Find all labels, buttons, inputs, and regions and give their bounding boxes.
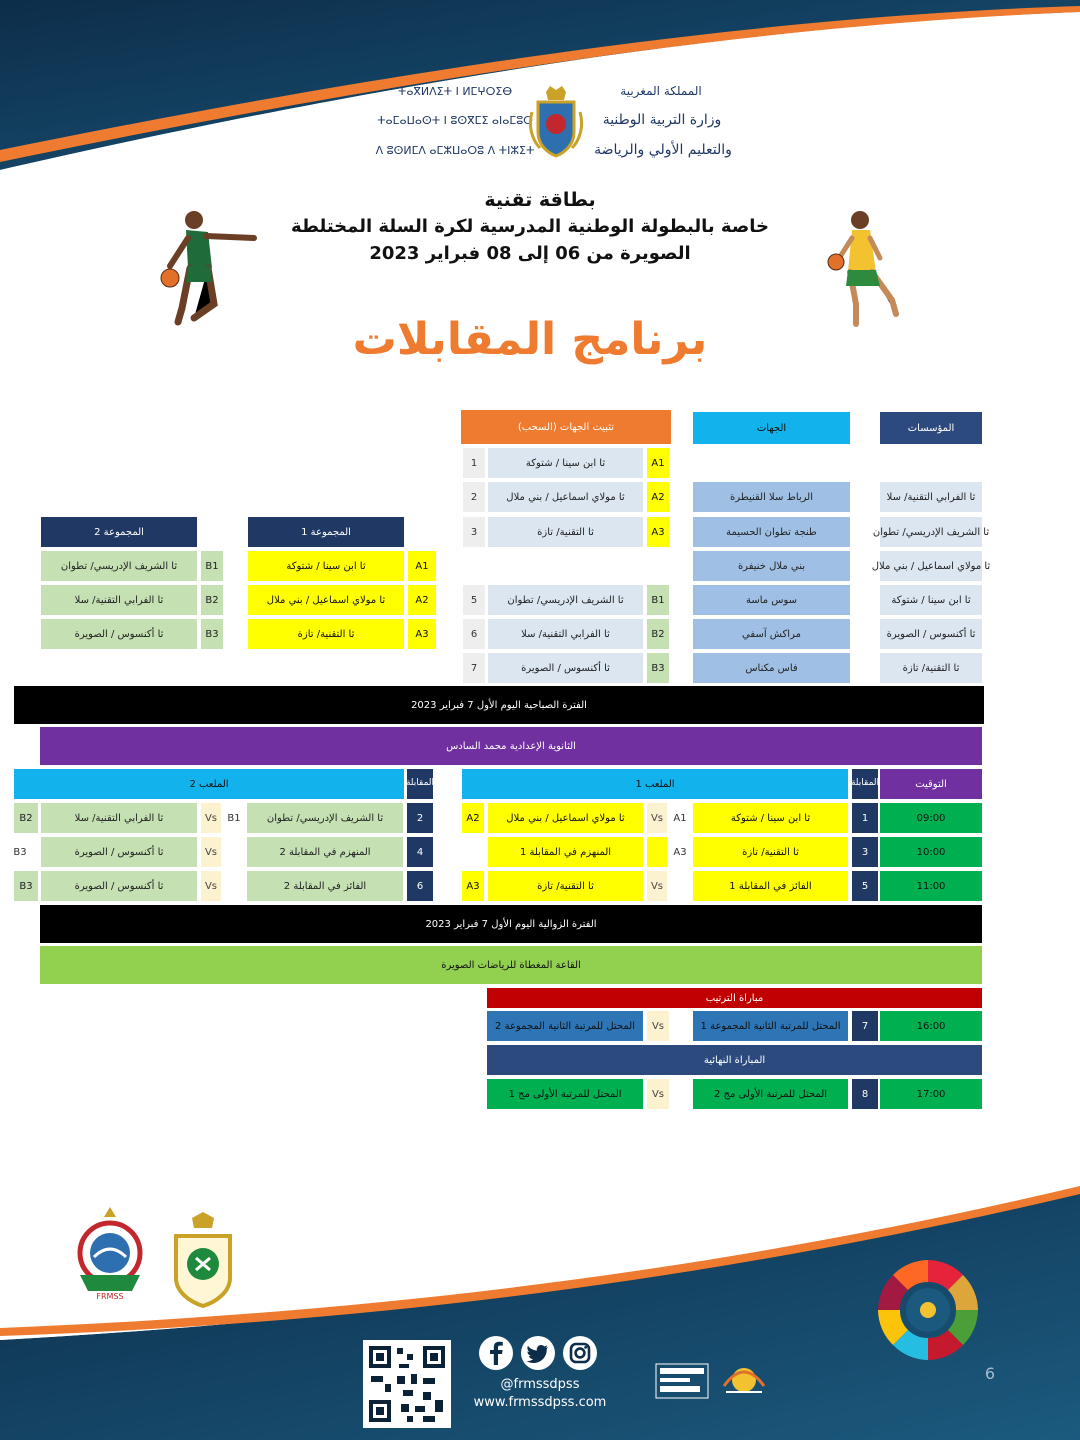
dates-title: الصويرة من 06 إلى 08 فبراير 2023 — [369, 243, 691, 265]
ministry-name-2: والتعليم الأولي والرياضة — [594, 142, 732, 159]
match-header-court-1: المقابلة — [852, 769, 878, 799]
draw-code: B2 — [647, 619, 669, 649]
tifinagh-line-1: ⵜⴰⴳⵍⴷⵉⵜ ⵏ ⵍⵎⵖⵔⵉⴱ — [397, 84, 513, 98]
basketball-player-right-icon — [826, 208, 906, 332]
page-number: 6 — [984, 1364, 996, 1384]
draw-team: ثا الفرابي التقنية/ سلا — [488, 619, 643, 649]
federation-crest-icon — [170, 1212, 236, 1308]
court-1-away-code: A2 — [462, 803, 484, 833]
vs-label: Vs — [201, 803, 221, 833]
court-2-header: الملعب 2 — [14, 769, 404, 799]
court-1-away: ثا التقنية/ تازة — [488, 871, 643, 901]
tech-sheet-title: بطاقة تقنية — [484, 188, 596, 211]
final-number: 8 — [852, 1079, 878, 1109]
website-link[interactable]: www.frmssdpss.com — [473, 1394, 607, 1410]
twitter-icon[interactable] — [520, 1335, 556, 1371]
match-number: 2 — [407, 803, 433, 833]
draw-number: 7 — [463, 653, 485, 683]
regions-header: الجهات — [693, 412, 850, 444]
court-1-home: الفائز في المقابلة 1 — [693, 871, 848, 901]
seeding-header: تثبيت الجهات (السحب) — [461, 410, 671, 444]
draw-number: 3 — [463, 517, 485, 547]
institutions-header: المؤسسات — [880, 412, 982, 444]
institution-cell: ثا ابن سينا / شتوكة — [880, 585, 982, 615]
match-time: 11:00 — [880, 871, 982, 901]
court-2-home: المنهزم في المقابلة 2 — [247, 837, 403, 867]
institution-cell: ثا التقنية/ تازة — [880, 653, 982, 683]
match-header-court-2: المقابلة — [407, 769, 433, 799]
draw-code: B3 — [647, 653, 669, 683]
match-number: 6 — [407, 871, 433, 901]
group-2-team: ثا الشريف الإدريسي/ تطوان — [41, 551, 197, 581]
court-2-home: الفائز في المقابلة 2 — [247, 871, 403, 901]
tifinagh-line-2: ⵜⴰⵎⴰⵡⴰⵙⵜ ⵏ ⵓⵙⴳⵎⵉ ⴰⵏⴰⵎⵓⵔ — [377, 113, 533, 127]
championship-title: خاصة بالبطولة الوطنية المدرسية لكرة السلة المختلطة — [291, 216, 769, 238]
draw-team: ثا ابن سينا / شتوكة — [488, 448, 643, 478]
ranking-number: 7 — [852, 1011, 878, 1041]
group-2-code: B1 — [201, 551, 223, 581]
court-2-away-code: B2 — [14, 803, 38, 833]
court-1-home: ثا التقنية/ تازة — [693, 837, 848, 867]
group-2-team: ثا الفرابي التقنية/ سلا — [41, 585, 197, 615]
institution-cell: ثا أكنسوس / الصويرة — [880, 619, 982, 649]
vs-label: Vs — [647, 803, 667, 833]
court-1-header: الملعب 1 — [462, 769, 848, 799]
draw-team: ثا الشريف الإدريسي/ تطوان — [488, 585, 643, 615]
time-header: التوقيت — [880, 769, 982, 799]
morning-session-bar: الفترة الصباحية اليوم الأول 7 فبراير 2023 — [14, 686, 984, 724]
group-1-team: ثا ابن سينا / شتوكة — [248, 551, 404, 581]
vs-spacer — [647, 837, 667, 867]
court-1-away: ثا مولاي اسماعيل / بني ملال — [488, 803, 643, 833]
region-cell: سوس ماسة — [693, 585, 850, 615]
court-1-home-code: A3 — [670, 837, 690, 867]
institution-cell: ثا الفرابي التقنية/ سلا — [880, 482, 982, 512]
court-2-away-code: B3 — [8, 837, 32, 867]
ranking-away: المحتل للمرتبة الثانية المجموعة 2 — [487, 1011, 643, 1041]
ministry-name-1: وزارة التربية الوطنية — [602, 112, 722, 129]
ranking-match-header: مباراة الترتيب — [487, 988, 982, 1008]
region-cell: فاس مكناس — [693, 653, 850, 683]
match-time: 10:00 — [880, 837, 982, 867]
region-cell: الرباط سلا القنيطرة — [693, 482, 850, 512]
vs-label: Vs — [647, 871, 667, 901]
draw-number: 1 — [463, 448, 485, 478]
court-2-away: ثا الفرابي التقنية/ سلا — [41, 803, 197, 833]
kingdom-name: المملكة المغربية — [620, 84, 702, 99]
vs-label: Vs — [201, 871, 221, 901]
frmss-logo-text: FRMSS — [96, 1291, 124, 1301]
vs-label: Vs — [647, 1079, 669, 1109]
court-1-home-code: A1 — [670, 803, 690, 833]
court-2-away: ثا أكنسوس / الصويرة — [41, 871, 197, 901]
match-time: 09:00 — [880, 803, 982, 833]
event-logo-icon — [654, 1356, 774, 1404]
group-1-team: ثا مولاي اسماعيل / بني ملال — [248, 585, 404, 615]
ranking-time: 16:00 — [880, 1011, 982, 1041]
court-1-away: المنهزم في المقابلة 1 — [488, 837, 643, 867]
final-home: المحتل للمرتبة الأولى مج 2 — [693, 1079, 848, 1109]
moroccan-emblem-icon — [528, 82, 584, 160]
vs-label: Vs — [201, 837, 221, 867]
group-1-header: المجموعة 1 — [248, 517, 404, 547]
sdg-wheel-icon — [858, 1240, 998, 1370]
draw-code: A1 — [647, 448, 669, 478]
group-2-header: المجموعة 2 — [41, 517, 197, 547]
institution-cell: ثا الشريف الإدريسي/ تطوان — [880, 517, 982, 547]
tifinagh-line-3: ⴷ ⵓⵙⵍⵎⴷ ⴰⵎⵣⵡⴰⵔⵓ ⴷ ⵜⵏⵣⵉⵜ — [375, 143, 535, 157]
court-1-home: ثا ابن سينا / شتوكة — [693, 803, 848, 833]
draw-number: 6 — [463, 619, 485, 649]
facebook-icon[interactable] — [478, 1335, 514, 1371]
group-2-team: ثا أكنسوس / الصويرة — [41, 619, 197, 649]
court-1-away-code: A3 — [462, 871, 484, 901]
instagram-icon[interactable] — [562, 1335, 598, 1371]
draw-number: 5 — [463, 585, 485, 615]
basketball-player-left-icon — [158, 208, 262, 328]
match-number: 4 — [407, 837, 433, 867]
social-handle[interactable]: @frmssdpss — [500, 1376, 580, 1392]
court-2-away: ثا أكنسوس / الصويرة — [41, 837, 197, 867]
page-title: برنامج المقابلات — [352, 313, 708, 365]
evening-session-bar: الفترة الزوالية اليوم الأول 7 فبراير 2023 — [40, 905, 982, 943]
final-away: المحتل للمرتبة الأولى مج 1 — [487, 1079, 643, 1109]
group-2-code: B2 — [201, 585, 223, 615]
evening-venue-bar: القاعة المغطاة للرياضات الصويرة — [40, 946, 982, 984]
draw-team: ثا مولاي اسماعيل / بني ملال — [488, 482, 643, 512]
ranking-home: المحتل للمرتبة الثانية المجموعة 1 — [693, 1011, 848, 1041]
draw-team: ثا أكنسوس / الصويرة — [488, 653, 643, 683]
group-2-code: B3 — [201, 619, 223, 649]
court-2-home: ثا الشريف الإدريسي/ تطوان — [247, 803, 403, 833]
final-match-header: المباراة النهائية — [487, 1045, 982, 1075]
region-cell: مراكش آسفي — [693, 619, 850, 649]
vs-label: Vs — [647, 1011, 669, 1041]
morning-venue-bar: الثانوية الإعدادية محمد السادس — [40, 727, 982, 765]
group-1-code: A1 — [408, 551, 436, 581]
draw-code: B1 — [647, 585, 669, 615]
court-2-away-code: B3 — [14, 871, 38, 901]
group-1-code: A2 — [408, 585, 436, 615]
draw-code: A2 — [647, 482, 669, 512]
match-number: 1 — [852, 803, 878, 833]
region-cell: بني ملال خنيفرة — [693, 551, 850, 581]
region-cell: طنجة تطوان الحسيمة — [693, 517, 850, 547]
draw-number: 2 — [463, 482, 485, 512]
group-1-team: ثا التقنية/ تازة — [248, 619, 404, 649]
match-number: 3 — [852, 837, 878, 867]
group-1-code: A3 — [408, 619, 436, 649]
final-time: 17:00 — [880, 1079, 982, 1109]
match-number: 5 — [852, 871, 878, 901]
institution-cell: ثا مولاي اسماعيل / بني ملال — [880, 551, 982, 581]
draw-team: ثا التقنية/ تازة — [488, 517, 643, 547]
qr-code-icon[interactable] — [363, 1340, 451, 1428]
court-2-home-code: B1 — [224, 803, 244, 833]
draw-code: A3 — [647, 517, 669, 547]
